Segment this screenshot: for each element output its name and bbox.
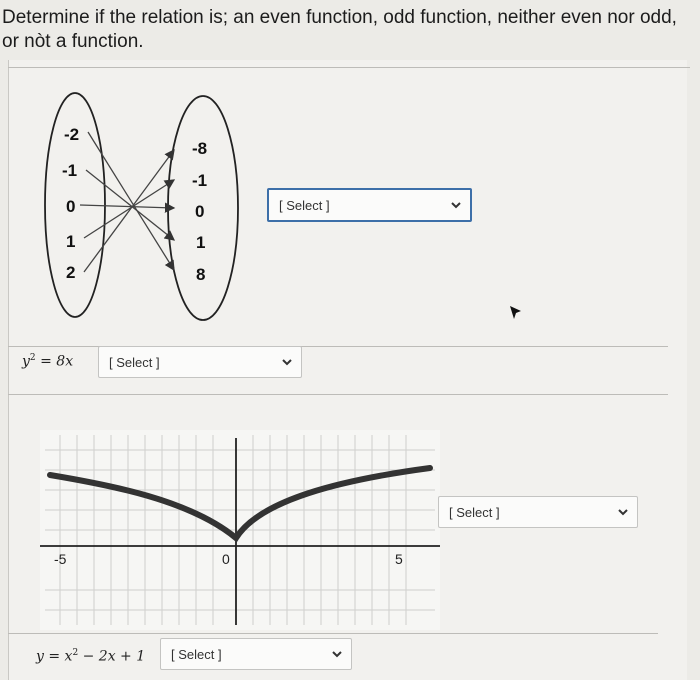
mapping-diagram: [40, 80, 250, 330]
select-label: [ Select ]: [449, 504, 500, 520]
select-label: [ Select ]: [109, 354, 160, 370]
chevron-down-icon: [450, 199, 462, 211]
range-value: -1: [192, 171, 208, 190]
divider: [8, 633, 658, 634]
range-value: -8: [192, 139, 208, 158]
mouse-cursor-icon: [509, 305, 523, 321]
tick-label: 0: [222, 551, 230, 567]
question-text: Determine if the relation is; an even function, odd function, neither even nor odd, or nòt a function.: [2, 7, 677, 52]
mapping-arrows: [80, 132, 174, 272]
domain-value: 0: [66, 197, 76, 216]
tick-label: 5: [395, 551, 403, 567]
range-value: 1: [196, 233, 206, 252]
equation-y-squared: $y^2 = 8x$: [22, 353, 74, 370]
domain-value: 1: [66, 232, 76, 251]
domain-value: 2: [66, 263, 76, 282]
equation-quadratic: $y = x^2 - 2x + 1$: [36, 648, 146, 665]
select-label: [ Select ]: [171, 646, 222, 662]
select-dropdown-equation-2[interactable]: [160, 638, 352, 670]
chevron-down-icon: [617, 506, 629, 518]
range-value: 8: [196, 265, 206, 284]
chevron-down-icon: [281, 356, 293, 368]
domain-value: -1: [62, 161, 78, 180]
select-dropdown-mapping[interactable]: [267, 188, 472, 222]
domain-value: -2: [64, 125, 80, 144]
divider: [8, 394, 668, 395]
chevron-down-icon: [331, 648, 343, 660]
range-value: 0: [195, 202, 205, 221]
tick-label: -5: [54, 551, 67, 567]
select-dropdown-equation-1[interactable]: [98, 346, 302, 378]
divider: [8, 67, 690, 68]
select-label: [ Select ]: [279, 197, 330, 213]
function-graph: [40, 430, 440, 630]
select-dropdown-graph[interactable]: [438, 496, 638, 528]
